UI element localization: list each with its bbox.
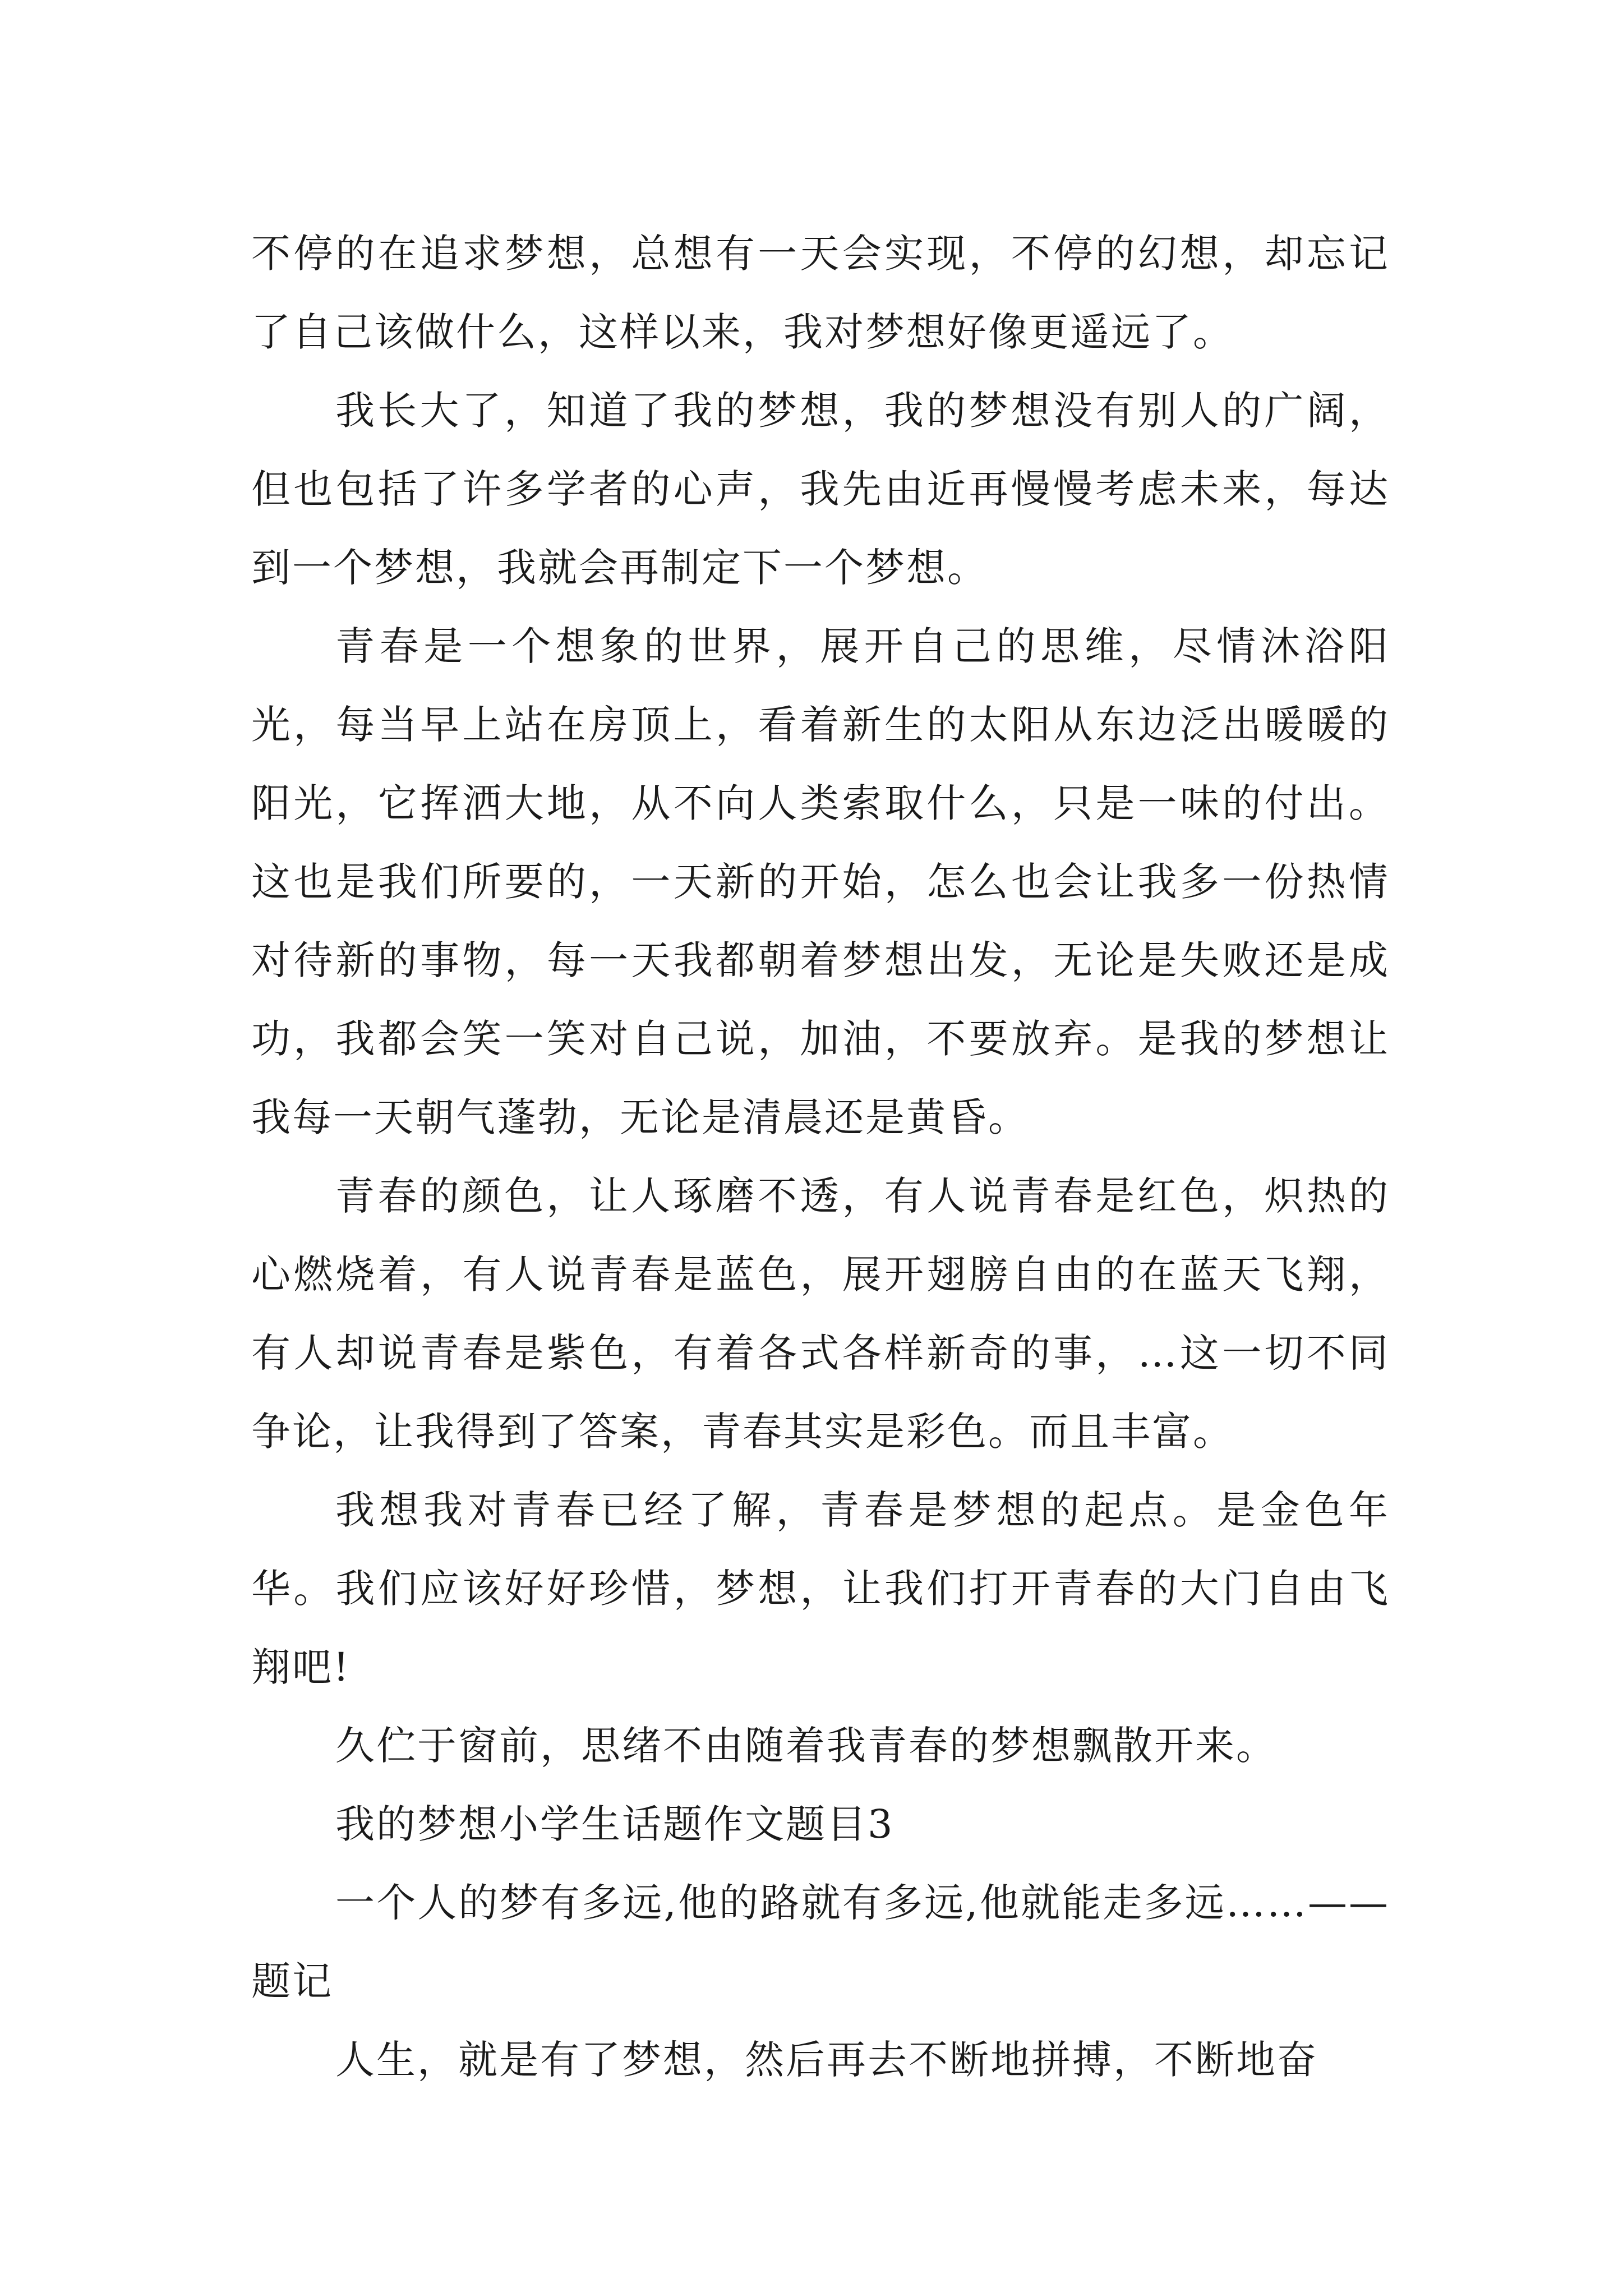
paragraph-1: 不停的在追求梦想，总想有一天会实现，不停的幻想，却忘记了自己该做什么，这样以来，我对梦想好像更遥远了。 xyxy=(251,231,1390,355)
paragraph-3: 青春是一个想象的世界，展开自己的思维，尽情沐浴阳光，每当早上站在房顶上，看着新生的太阳从东边泛出暖暖的阳光，它挥洒大地，从不向人类索取什么，只是一味的付出。这也是我们所要的，一天新的开始，怎么也会让我多一份热情对待新的事物，每一天我都朝着梦想出发，无论是失败还是成功，我都会笑一笑对自己说，加油，不要放弃。是我的梦想让我每一天朝气蓬勃，无论是清晨还是黄昏。 xyxy=(251,623,1390,1140)
paragraph-6: 久伫于窗前，思绪不由随着我青春的梦想飘散开来。 xyxy=(335,1723,1277,1769)
paragraph-5: 我想我对青春已经了解，青春是梦想的起点。是金色年华。我们应该好好珍惜，梦想，让我们打开青春的大门自由飞翔吧! xyxy=(251,1487,1390,1690)
section-heading: 我的梦想小学生话题作文题目3 xyxy=(335,1801,895,1847)
paragraph-2: 我长大了，知道了我的梦想，我的梦想没有别人的广阔，但也包括了许多学者的心声，我先由近再慢慢考虑未来，每达到一个梦想，我就会再制定下一个梦想。 xyxy=(251,388,1390,591)
paragraph-4: 青春的颜色，让人琢磨不透，有人说青春是红色，炽热的心燃烧着，有人说青春是蓝色，展开翅膀自由的在蓝天飞翔，有人却说青春是紫色，有着各式各样新奇的事，…这一切不同争论，让我得到了答案，青春其实是彩色。而且丰富。 xyxy=(251,1173,1390,1455)
epigraph: 一个人的梦有多远,他的路就有多远,他就能走多远……——题记 xyxy=(251,1880,1390,2004)
document-body xyxy=(251,214,1390,2099)
paragraph-7: 人生，就是有了梦想，然后再去不断地拼搏，不断地奋 xyxy=(335,2037,1318,2083)
